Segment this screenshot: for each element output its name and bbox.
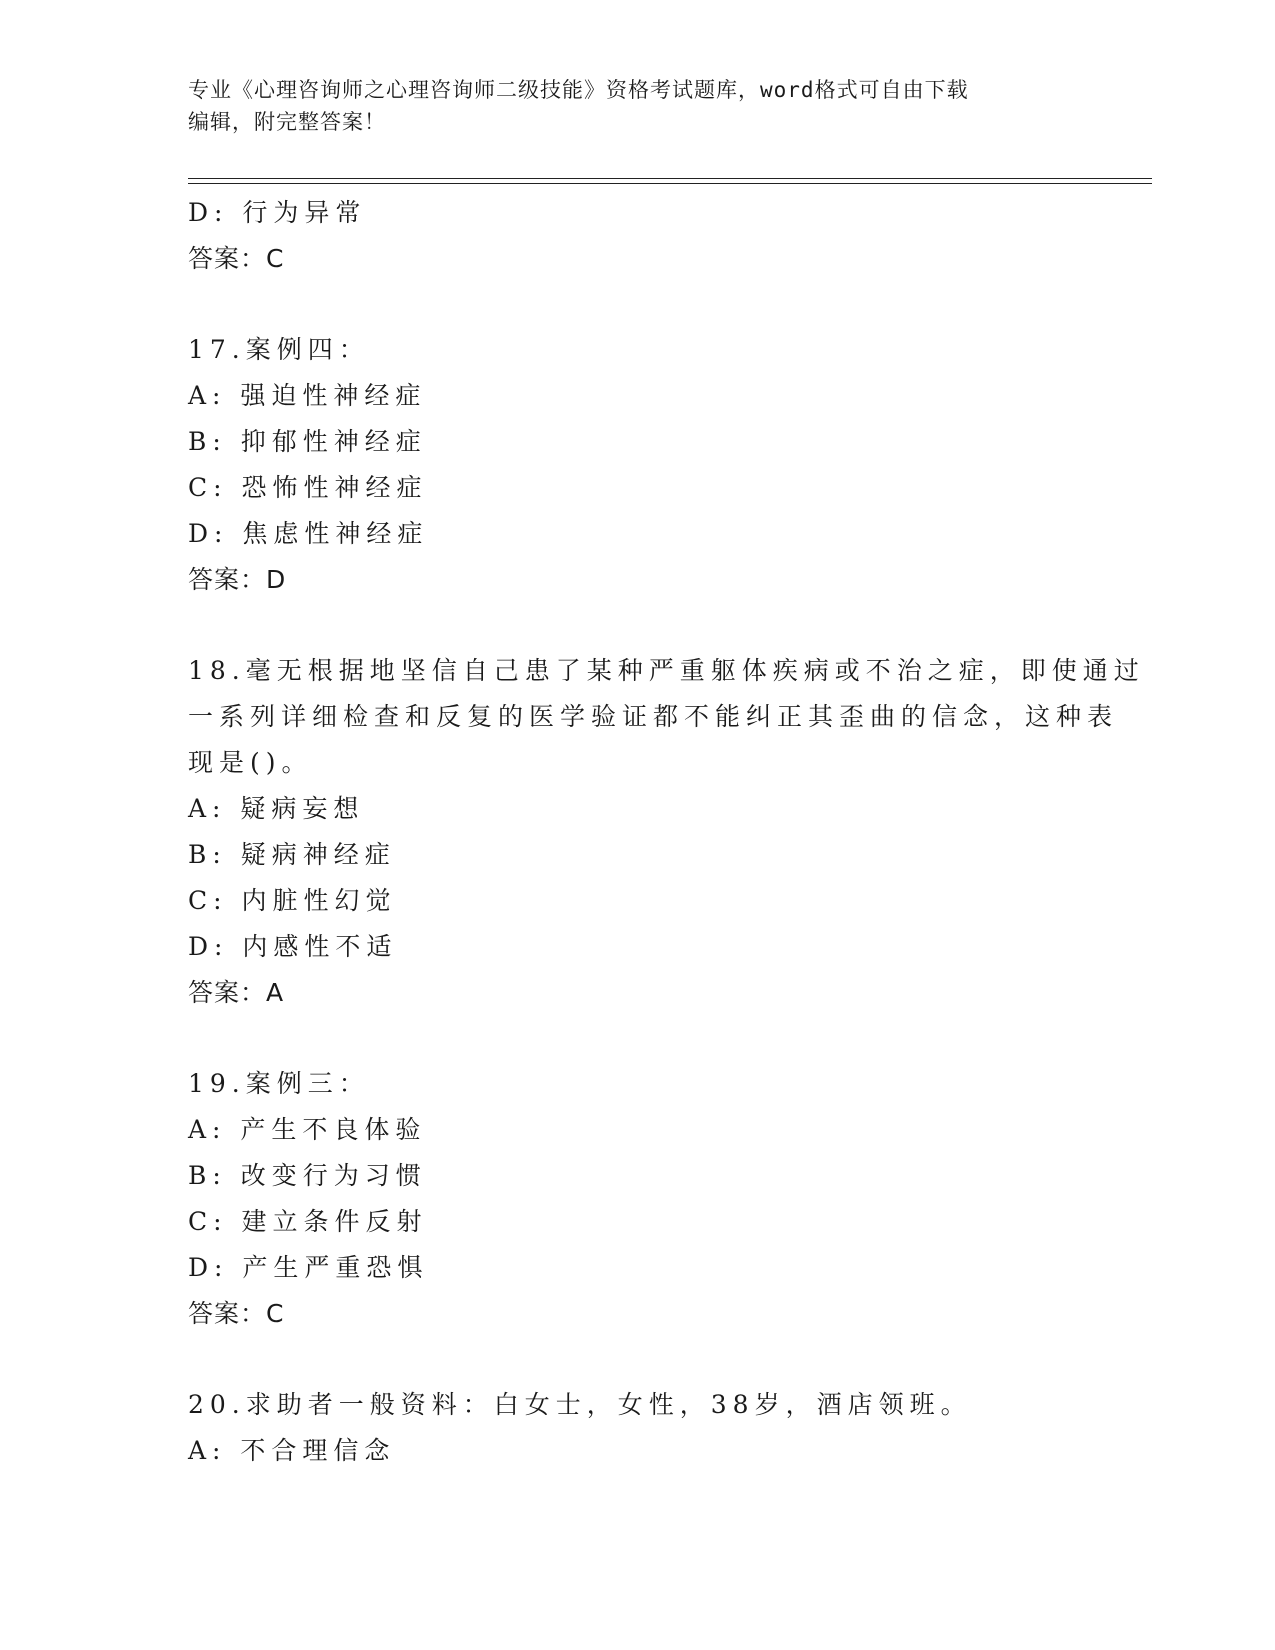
q20-stem: 20.求助者一般资料：白女士，女性，38岁，酒店领班。 [188,1390,972,1419]
q17-option-b: B: 抑郁性神经症 [188,427,427,456]
header-line-2: 编辑，附完整答案！ [188,110,386,134]
q18-answer: 答案：A [188,978,285,1007]
q19-option-a: A: 产生不良体验 [188,1115,427,1144]
header-rule-top [188,178,1152,179]
q17-stem: 17.案例四： [188,335,370,364]
q19-option-c: C: 建立条件反射 [188,1207,428,1236]
q18-stem-line-1: 18.毫无根据地坚信自己患了某种严重躯体疾病或不治之症，即使通过 [188,656,1145,685]
q18-stem-line-3: 现是()。 [188,748,313,777]
document-header [188,74,1088,138]
q20-option-a: A: 不合理信念 [188,1436,396,1465]
q18-option-a: A: 疑病妄想 [188,794,365,823]
q17-option-a: A: 强迫性神经症 [188,381,427,410]
prev-option-d: D: 行为异常 [188,198,367,227]
q17-option-d: D: 焦虑性神经症 [188,519,429,548]
header-rule-bottom [188,183,1152,184]
header-line-1: 专业《心理咨询师之心理咨询师二级技能》资格考试题库，word格式可自由下载 [188,78,969,102]
q17-option-c: C: 恐怖性神经症 [188,473,428,502]
q18-option-b: B: 疑病神经症 [188,840,396,869]
q19-answer: 答案：C [188,1299,285,1328]
q17-answer: 答案：D [188,565,287,594]
q18-option-d: D: 内感性不适 [188,932,398,961]
q19-stem: 19.案例三： [188,1069,370,1098]
q19-option-b: B: 改变行为习惯 [188,1161,427,1190]
question-list [188,190,1145,1474]
q19-option-d: D: 产生严重恐惧 [188,1253,429,1282]
q18-option-c: C: 内脏性幻觉 [188,886,397,915]
prev-answer: 答案：C [188,244,285,273]
q18-stem-line-2: 一系列详细检查和反复的医学验证都不能纠正其歪曲的信念，这种表 [188,702,1119,731]
